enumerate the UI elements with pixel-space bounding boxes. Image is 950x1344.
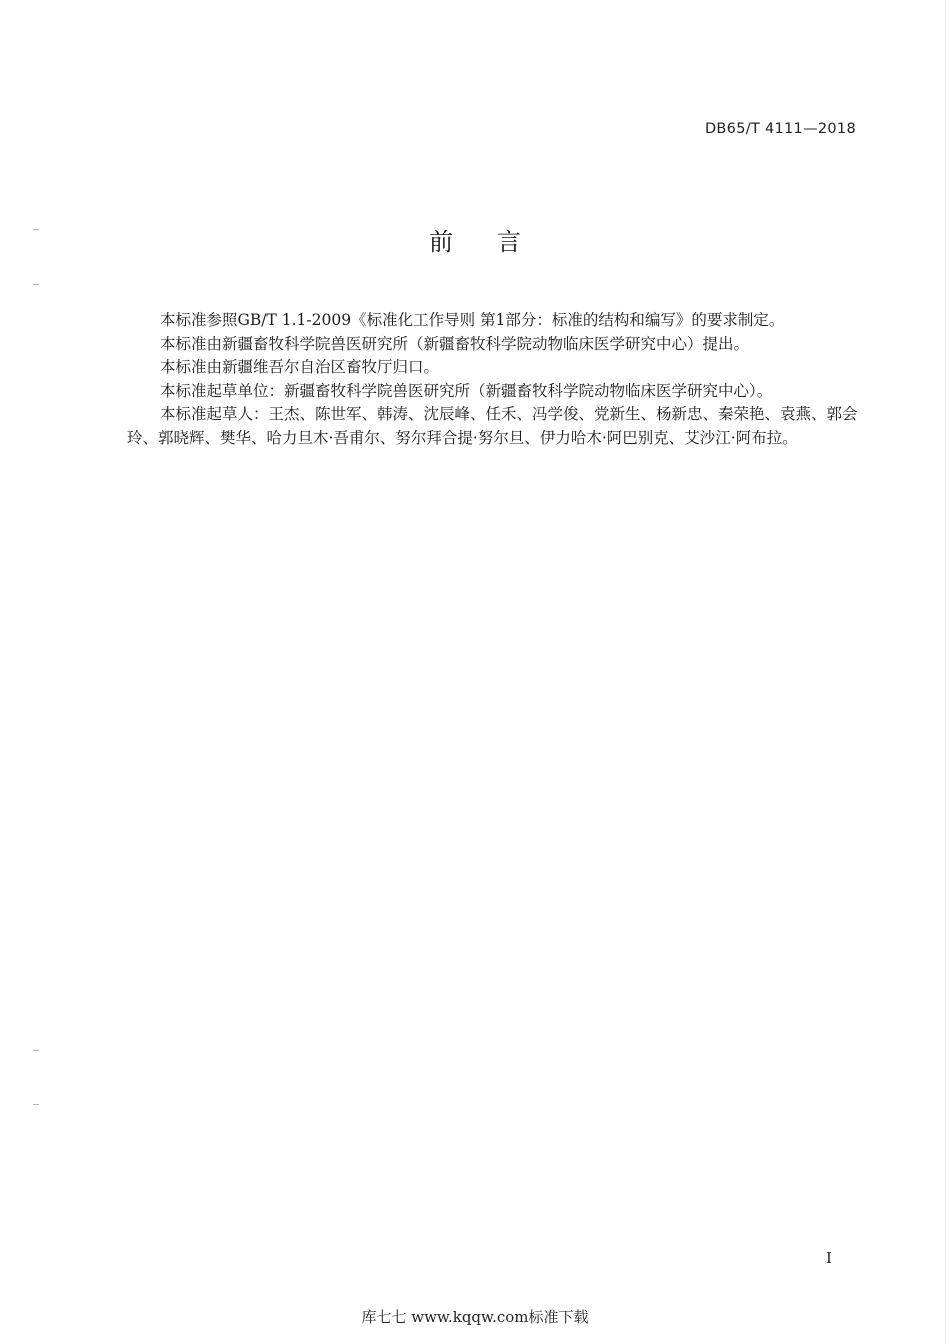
standard-code: DB65/T 4111—2018 (704, 121, 856, 137)
page-title: 前言 (429, 228, 565, 256)
scan-speck (33, 284, 39, 285)
paragraph-reference: 本标准参照GB/T 1.1-2009《标准化工作导则 第1部分：标准的结构和编写》的要求制定。 (160, 311, 785, 329)
paragraph-drafting-unit: 本标准起草单位：新疆畜牧科学院兽医研究所（新疆畜牧科学院动物临床医学研究中心）。 (160, 381, 773, 400)
paragraph-drafters: 本标准起草人：王杰、陈世军、韩涛、沈辰峰、任禾、冯学俊、党新生、杨新忠、秦荣艳、袁燕、郭会玲、郭晓辉、樊华、哈力旦木·吾甫尔、努尔拜合提·努尔旦、伊力哈木·阿巴别克、艾沙江·阿布拉。 (127, 405, 858, 447)
footer-source: 库七七 www.kqqw.com标准下载 (361, 1308, 589, 1326)
paragraph-proposer: 本标准由新疆畜牧科学院兽医研究所（新疆畜牧科学院动物临床医学研究中心）提出。 (160, 334, 750, 353)
paragraph-administrator: 本标准由新疆维吾尔自治区畜牧厅归口。 (160, 358, 440, 376)
scan-edge-shadow (945, 0, 946, 1344)
scan-speck (33, 1050, 39, 1051)
scan-speck (33, 1104, 39, 1105)
foreword-body (127, 309, 861, 450)
page-number: I (826, 1249, 832, 1267)
